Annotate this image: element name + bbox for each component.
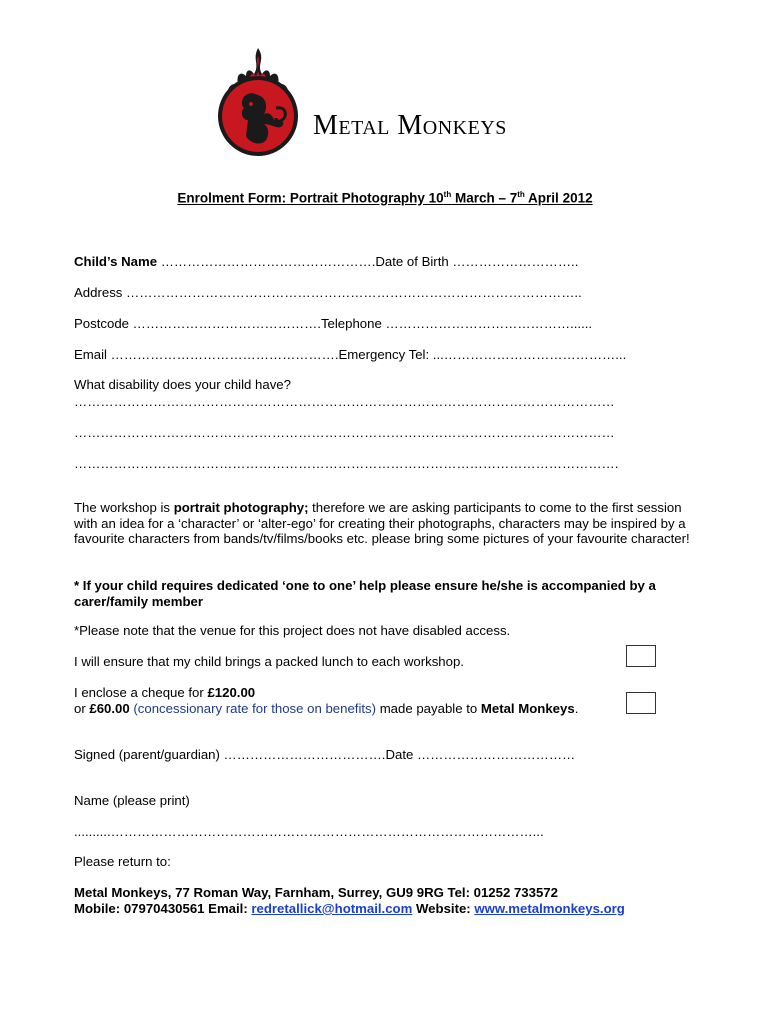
emergency-tel-field[interactable]: Emergency Tel: ...…………………………………... bbox=[338, 347, 627, 362]
email-link[interactable]: redretallick@hotmail.com bbox=[251, 901, 413, 916]
packed-lunch-statement: I will ensure that my child brings a packed lunch to each workshop. bbox=[74, 654, 464, 669]
website-link[interactable]: www.metalmonkeys.org bbox=[474, 901, 625, 916]
contact-address: Metal Monkeys, 77 Roman Way, Farnham, Surrey, GU9 9RG Tel: 01252 733572 bbox=[74, 885, 558, 900]
dob-field[interactable]: Date of Birth ……………………….. bbox=[375, 254, 579, 269]
child-name-field[interactable]: Child’s Name ………………………………………….Date of Birth ……………………….. bbox=[74, 254, 579, 269]
signature-date-field[interactable]: Signed (parent/guardian) ……………………………….Date ……………………………… bbox=[74, 747, 576, 762]
packed-lunch-checkbox[interactable] bbox=[626, 645, 656, 667]
postcode-field[interactable]: Postcode …………………………………….Telephone ……………………………………...... bbox=[74, 316, 593, 331]
one-to-one-notice: * If your child requires dedicated ‘one to one’ help please ensure he/she is accompanied by a carer/family member bbox=[74, 578, 656, 609]
cheque-checkbox[interactable] bbox=[626, 692, 656, 714]
address-field[interactable]: Address ………………………………………………………………………………………….. bbox=[74, 285, 582, 300]
disability-line-2[interactable]: …………………………………………………………………………………………………………… bbox=[74, 425, 615, 440]
workshop-description: The workshop is portrait photography; therefore we are asking participants to come to the first session with an idea for a ‘character’ or ‘alter-ego’ for creating their photographs, characters may be inspired by a favourite characters from bands/tv/films/books etc. please bring some pictures of your favourite character! bbox=[74, 500, 690, 546]
name-print-field[interactable]: ..........……………………………………………………………………………………... bbox=[74, 824, 544, 839]
disability-question: What disability does your child have? bbox=[74, 377, 291, 392]
return-label: Please return to: bbox=[74, 854, 171, 869]
name-print-label: Name (please print) bbox=[74, 793, 190, 808]
contact-line-2: Mobile: 07970430561 Email: redretallick@hotmail.com Website: www.metalmonkeys.org bbox=[74, 901, 625, 916]
brand-name: Metal Monkeys bbox=[313, 110, 507, 141]
form-title: Enrolment Form: Portrait Photography 10th March – 7th April 2012 bbox=[177, 190, 593, 206]
metal-monkeys-logo bbox=[216, 46, 300, 160]
email-field[interactable]: Email …………………………………………….Emergency Tel: ...…………………………………... bbox=[74, 347, 627, 362]
telephone-field[interactable]: Telephone ……………………………………...... bbox=[320, 316, 593, 331]
venue-note: *Please note that the venue for this project does not have disabled access. bbox=[74, 623, 511, 638]
cheque-line-1: I enclose a cheque for £120.00 bbox=[74, 685, 256, 700]
cheque-line-2: or £60.00 (concessionary rate for those on benefits) made payable to Metal Monkeys. bbox=[74, 701, 579, 716]
disability-line-3[interactable]: ……………………………………………………………………………………………………………. bbox=[74, 456, 619, 471]
disability-line-1[interactable]: …………………………………………………………………………………………………………… bbox=[74, 394, 615, 409]
